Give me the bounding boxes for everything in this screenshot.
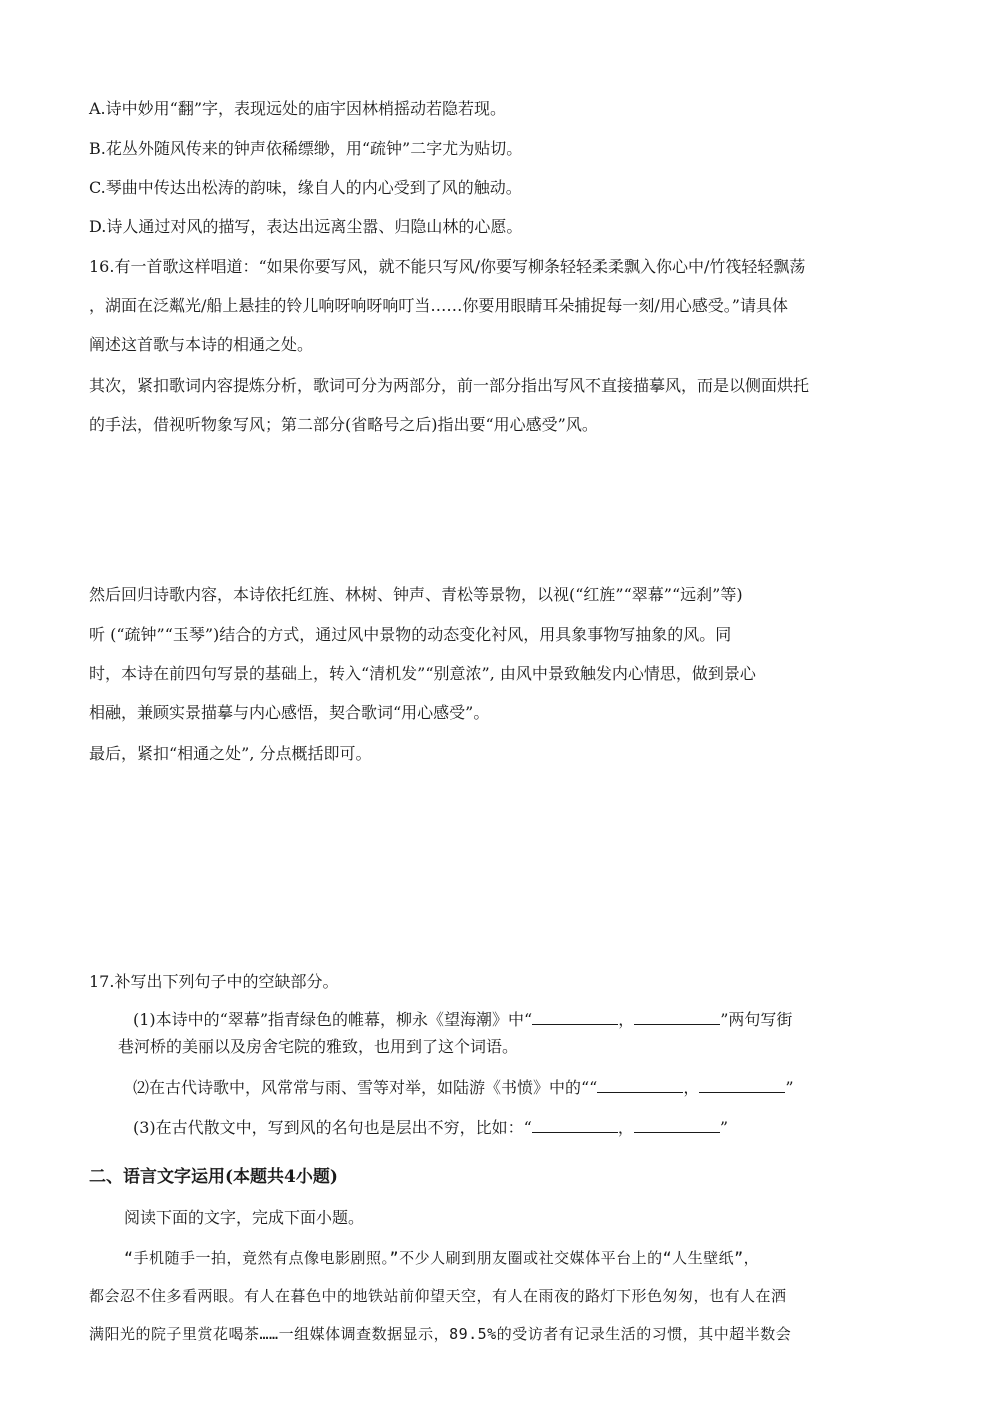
passage-line: 都会忍不住多看两眼。有人在暮色中的地铁站前仰望天空，有人在雨夜的路灯下形色匆匆，也有人在洒 bbox=[89, 1287, 787, 1305]
q17-item-1-end: ”两句写街 bbox=[720, 1010, 793, 1029]
section-instruction: 阅读下面的文字，完成下面小题。 bbox=[124, 1208, 365, 1227]
q15-option-d: D.诗人通过对风的描写，表达出远离尘嚣、归隐山林的心愿。 bbox=[89, 217, 523, 236]
q17-item-2 bbox=[133, 1078, 794, 1098]
q17-item-2-text: ⑵在古代诗歌中，风常常与雨、雪等对举，如陆游《书愤》中的““ bbox=[133, 1078, 598, 1097]
q17-item-3-end: ” bbox=[719, 1118, 729, 1137]
q17-item-1-text: (1)本诗中的“翠幕”指青绿色的帷幕，柳永《望海潮》中“ bbox=[133, 1010, 533, 1029]
q17-title: 17.补写出下列句子中的空缺部分。 bbox=[89, 972, 339, 991]
q16-analysis-line: 然后回归诗歌内容，本诗依托红旌、林树、钟声、青松等景物，以视(“红旌”“翠幕”“远刹”等) bbox=[89, 585, 743, 604]
q17-item-1-separator: ， bbox=[618, 1010, 635, 1029]
fill-blank[interactable] bbox=[634, 1010, 720, 1025]
q17-item-3 bbox=[133, 1118, 728, 1138]
fill-blank[interactable] bbox=[699, 1078, 785, 1093]
q17-item-3-text: (3)在古代散文中，写到风的名句也是层出不穷，比如：“ bbox=[133, 1118, 532, 1137]
q16-analysis-line: 其次，紧扣歌词内容提炼分析，歌词可分为两部分，前一部分指出写风不直接描摹风，而是以侧面烘托 bbox=[89, 376, 810, 395]
q15-option-b: B.花丛外随风传来的钟声依稀缥缈，用“疏钟”二字尤为贴切。 bbox=[89, 139, 523, 158]
q16-analysis-line: 的手法，借视听物象写风；第二部分(省略号之后)指出要“用心感受”风。 bbox=[89, 415, 598, 434]
q16-analysis-line: 最后，紧扣“相通之处”, 分点概括即可。 bbox=[89, 744, 372, 763]
q17-item-1-continued: 巷河桥的美丽以及房舍宅院的雅致，也用到了这个词语。 bbox=[118, 1037, 519, 1056]
q16-analysis-line: 听 (“疏钟”“玉琴”)结合的方式，通过风中景物的动态变化衬风，用具象事物写抽象的风。同 bbox=[89, 625, 732, 644]
fill-blank[interactable] bbox=[634, 1118, 720, 1133]
fill-blank[interactable] bbox=[532, 1010, 618, 1025]
passage-line: 满阳光的院子里赏花喝茶……一组媒体调查数据显示，89.5%的受访者有记录生活的习惯，其中超半数会 bbox=[89, 1325, 792, 1343]
section-heading: 二、语言文字运用(本题共4小题) bbox=[89, 1167, 338, 1187]
fill-blank[interactable] bbox=[532, 1118, 618, 1133]
q16-analysis-line: 时，本诗在前四句写景的基础上，转入“清机发”“别意浓”, 由风中景致触发内心情思，做到景心 bbox=[89, 664, 756, 683]
q15-option-a: A.诗中妙用“翻”字，表现远处的庙宇因林梢摇动若隐若现。 bbox=[89, 99, 507, 118]
fill-blank[interactable] bbox=[597, 1078, 683, 1093]
q17-item-2-end: ” bbox=[785, 1078, 794, 1097]
q16-question-line: 阐述这首歌与本诗的相通之处。 bbox=[89, 335, 314, 354]
q16-question-line: ，湖面在泛粼光/船上悬挂的铃儿响呀响呀响叮当……你要用眼睛耳朵捕捉每一刻/用心感受。”请具体 bbox=[89, 296, 788, 315]
q15-option-c: C.琴曲中传达出松涛的韵味，缘自人的内心受到了风的触动。 bbox=[89, 178, 522, 197]
q17-item-3-separator: ， bbox=[617, 1118, 634, 1137]
q16-question-line: 16.有一首歌这样唱道：“如果你要写风，就不能只写风/你要写柳条轻轻柔柔飘入你心中/竹筏轻轻飘荡 bbox=[89, 257, 806, 276]
q16-analysis-line: 相融，兼顾实景描摹与内心感悟，契合歌词“用心感受”。 bbox=[89, 703, 490, 722]
q17-item-1 bbox=[133, 1010, 792, 1030]
q17-item-2-separator: ， bbox=[683, 1078, 700, 1097]
passage-line: “手机随手一拍，竟然有点像电影剧照。”不少人刷到朋友圈或社交媒体平台上的“人生壁纸”， bbox=[124, 1249, 760, 1267]
